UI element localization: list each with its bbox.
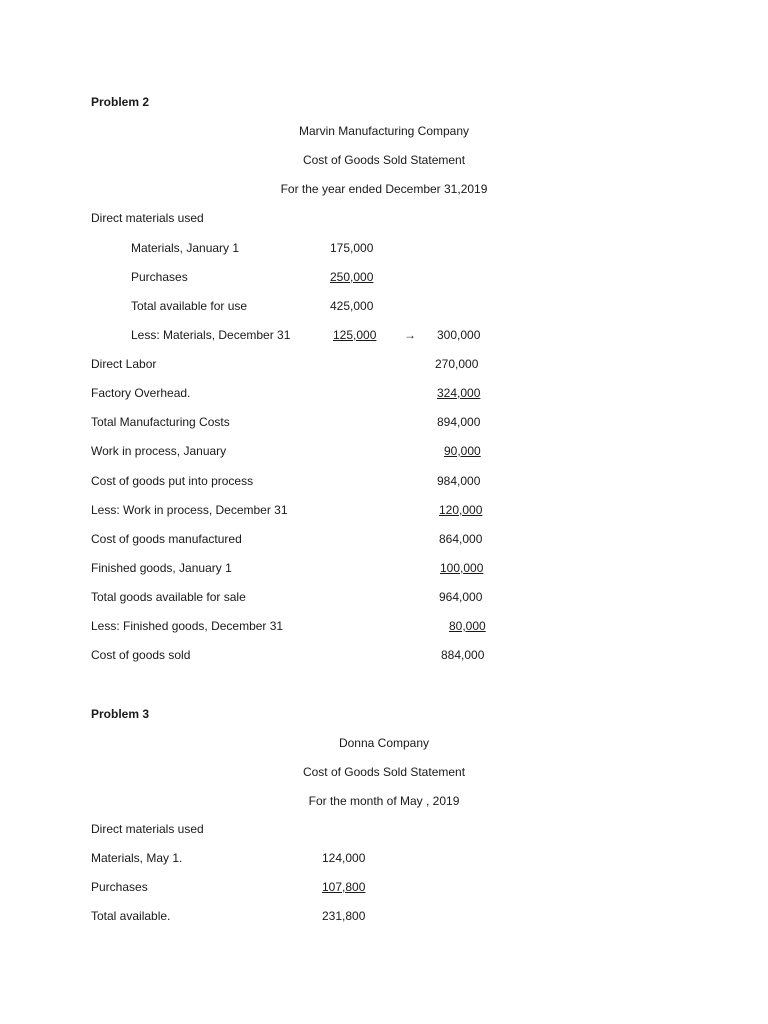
less-finished-goods-label: Less: Finished goods, December 31 xyxy=(91,619,284,633)
total-available-label: Total available for use xyxy=(131,299,248,313)
finished-goods-january-label: Finished goods, January 1 xyxy=(91,561,232,575)
total-manufacturing-costs-value: 894,000 xyxy=(437,415,481,429)
company-name: Donna Company xyxy=(338,736,430,750)
goods-manufactured-label: Cost of goods manufactured xyxy=(91,532,242,546)
direct-materials-label: Direct materials used xyxy=(91,822,204,836)
purchases-value: 107,800 xyxy=(322,880,366,894)
direct-labor-label: Direct Labor xyxy=(91,357,157,371)
cost-of-goods-sold-value: 884,000 xyxy=(441,648,485,662)
factory-overhead-value: 324,000 xyxy=(437,386,481,400)
problem-2-heading: Problem 2 xyxy=(91,95,150,109)
goods-put-into-process-label: Cost of goods put into process xyxy=(91,474,254,488)
wip-january-value: 90,000 xyxy=(444,444,481,458)
direct-materials-label: Direct materials used xyxy=(91,211,204,225)
materials-may-label: Materials, May 1. xyxy=(91,851,183,865)
wip-january-label: Work in process, January xyxy=(91,444,227,458)
arrow-icon: → xyxy=(404,328,416,342)
purchases-label: Purchases xyxy=(91,880,148,894)
statement-period: For the month of May , 2019 xyxy=(308,794,460,808)
cost-of-goods-sold-label: Cost of goods sold xyxy=(91,648,191,662)
problem-3-heading: Problem 3 xyxy=(91,707,150,721)
total-available-value: 231,800 xyxy=(322,909,366,923)
statement-title: Cost of Goods Sold Statement xyxy=(302,153,466,167)
less-finished-goods-value: 80,000 xyxy=(449,619,486,633)
factory-overhead-label: Factory Overhead. xyxy=(91,386,191,400)
direct-labor-value: 270,000 xyxy=(435,357,479,371)
purchases-label: Purchases xyxy=(131,270,188,284)
statement-period: For the year ended December 31,2019 xyxy=(280,182,488,196)
less-wip-label: Less: Work in process, December 31 xyxy=(91,503,288,517)
total-manufacturing-costs-label: Total Manufacturing Costs xyxy=(91,415,230,429)
materials-january-value: 175,000 xyxy=(330,241,374,255)
goods-manufactured-value: 864,000 xyxy=(439,532,483,546)
less-wip-value: 120,000 xyxy=(439,503,483,517)
goods-put-into-process-value: 984,000 xyxy=(437,474,481,488)
company-name: Marvin Manufacturing Company xyxy=(298,124,470,138)
total-goods-available-label: Total goods available for sale xyxy=(91,590,246,604)
direct-materials-total: 300,000 xyxy=(437,328,481,342)
finished-goods-january-value: 100,000 xyxy=(440,561,484,575)
less-materials-value: 125,000 xyxy=(333,328,377,342)
total-available-value: 425,000 xyxy=(330,299,374,313)
materials-may-value: 124,000 xyxy=(322,851,366,865)
purchases-value: 250,000 xyxy=(330,270,374,284)
total-available-label: Total available. xyxy=(91,909,171,923)
statement-title: Cost of Goods Sold Statement xyxy=(302,765,466,779)
total-goods-available-value: 964,000 xyxy=(439,590,483,604)
less-materials-label: Less: Materials, December 31 xyxy=(131,328,291,342)
materials-january-label: Materials, January 1 xyxy=(131,241,240,255)
